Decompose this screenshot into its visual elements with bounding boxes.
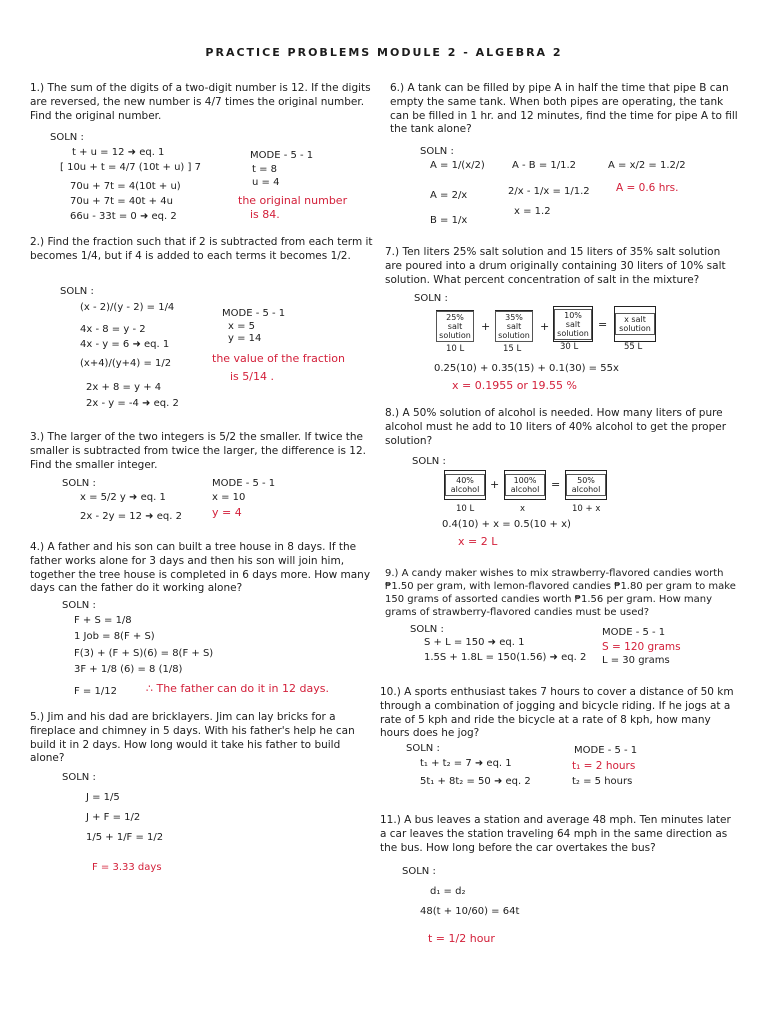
p1-mode: t = 8 — [252, 164, 278, 175]
problem-1-text: 1.) The sum of the digits of a two-digit number is 12. If the digits are reversed, the new number is 4/7 times the original number. Find the original number. — [30, 82, 371, 122]
soln-label: SOLN : — [62, 600, 96, 611]
problem-8-text: 8.) A 50% solution of alcohol is needed. How many liters of pure alcohol must he add to 10 liters of 40% alcohol to get the proper solution? — [385, 407, 727, 447]
mode-label: MODE - 5 - 1 — [222, 308, 286, 319]
soln-label: SOLN : — [50, 132, 84, 143]
p4-line: 3F + 1/8 (6) = 8 (1/8) — [74, 664, 183, 675]
box-label: 10% salt solution — [554, 309, 592, 340]
p8-answer: x = 2 L — [458, 535, 498, 548]
p10-line: 5t₁ + 8t₂ = 50 ➜ eq. 2 — [420, 776, 531, 787]
p2-answer: is 5/14 . — [230, 370, 274, 383]
plus-sign: + — [490, 478, 500, 491]
problem-9 — [385, 567, 740, 619]
problem-8 — [385, 407, 740, 448]
p9-mode: L = 30 grams — [602, 655, 670, 666]
p9-line: S + L = 150 ➜ eq. 1 — [424, 637, 525, 648]
p2-mode: x = 5 — [228, 321, 256, 332]
soln-label: SOLN : — [60, 286, 94, 297]
box-label: 40% alcohol — [445, 474, 485, 496]
p5-answer: F = 3.33 days — [92, 862, 162, 873]
p6-line: A = 2/x — [430, 190, 468, 201]
solution-box — [436, 310, 474, 342]
box-label: 50% alcohol — [566, 474, 606, 496]
soln-label: SOLN : — [410, 624, 444, 635]
problem-10-text: 10.) A sports enthusiast takes 7 hours to cover a distance of 50 km through a combination of jogging and bicycle riding. If he jogs at a rate of 5 kph and ride the bicycle at a rate of 8 kph, how many hours does he jog? — [380, 686, 734, 740]
p5-line: 1/5 + 1/F = 1/2 — [86, 832, 164, 843]
volume-label: 55 L — [624, 342, 643, 352]
volume-label: 30 L — [560, 342, 579, 352]
p2-line: 4x - 8 = y - 2 — [80, 324, 146, 335]
problem-4 — [30, 541, 375, 596]
problem-5-text: 5.) Jim and his dad are bricklayers. Jim can lay bricks for a fireplace and chimney in 5 days. With his father's help he can build it in 2 days. How long would it take his father to build alone? — [30, 711, 355, 765]
p1-line: [ 10u + t = 4/7 (10t + u) ] 7 — [60, 162, 201, 173]
p7-answer: x = 0.1955 or 19.55 % — [452, 379, 577, 392]
p1-mode: u = 4 — [252, 177, 280, 188]
p9-answer: S = 120 grams — [602, 641, 681, 653]
mode-label: MODE - 5 - 1 — [212, 478, 276, 489]
p1-line: 70u + 7t = 40t + 4u — [70, 196, 173, 207]
volume-label: 15 L — [503, 344, 522, 354]
solution-box — [495, 310, 533, 342]
p5-line: J = 1/5 — [86, 792, 120, 803]
p1-line: t + u = 12 ➜ eq. 1 — [72, 147, 165, 158]
p2-line: 2x - y = -4 ➜ eq. 2 — [86, 398, 179, 409]
p10-mode: t₂ = 5 hours — [572, 776, 633, 787]
volume-label: 10 L — [446, 344, 465, 354]
p5-line: J + F = 1/2 — [86, 812, 141, 823]
mode-label: MODE - 5 - 1 — [250, 150, 314, 161]
p9-line: 1.5S + 1.8L = 150(1.56) ➜ eq. 2 — [424, 652, 587, 663]
p6-line: A = 1/(x/2) — [430, 160, 485, 171]
plus-sign: + — [540, 320, 550, 333]
p2-line: 4x - y = 6 ➜ eq. 1 — [80, 339, 170, 350]
box-label: 25% salt solution — [436, 311, 474, 342]
volume-label: x — [520, 504, 526, 514]
p2-line: (x - 2)/(y - 2) = 1/4 — [80, 302, 175, 313]
p2-mode: y = 14 — [228, 333, 262, 344]
alcohol-box — [504, 470, 546, 500]
soln-label: SOLN : — [62, 478, 96, 489]
mode-label: MODE - 5 - 1 — [602, 627, 666, 638]
p1-answer: is 84. — [250, 208, 280, 221]
solution-box — [614, 306, 656, 342]
problem-11-text: 11.) A bus leaves a station and average 48 mph. Ten minutes later a car leaves the station traveling 64 mph in the same direction as the bus. How long before the car overtakes the bus? — [380, 814, 731, 854]
p10-line: t₁ + t₂ = 7 ➜ eq. 1 — [420, 758, 512, 769]
soln-label: SOLN : — [406, 743, 440, 754]
p11-line: d₁ = d₂ — [430, 886, 466, 897]
soln-label: SOLN : — [414, 293, 448, 304]
p10-answer: t₁ = 2 hours — [572, 760, 636, 772]
problem-2-text: 2.) Find the fraction such that if 2 is subtracted from each term it becomes 1/4, but if 4 is added to each terms it becomes 1/2. — [30, 236, 373, 262]
problem-9-text: 9.) A candy maker wishes to mix strawberry-flavored candies worth ₱1.50 per gram, with lemon-flavored candies ₱1.80 per gram to make 150 grams of assorted candies worth ₱1.56 per gram. How many grams of strawberry-flavored candies must be used? — [385, 568, 736, 618]
p8-equation: 0.4(10) + x = 0.5(10 + x) — [442, 519, 571, 530]
problem-5 — [30, 711, 360, 766]
p6-line: x = 1.2 — [514, 206, 551, 217]
alcohol-box — [444, 470, 486, 500]
equals-sign: = — [551, 478, 561, 491]
solution-box — [553, 306, 593, 342]
p1-answer: the original number — [238, 194, 348, 207]
p1-line: 70u + 7t = 4(10t + u) — [70, 181, 181, 192]
equals-sign: = — [598, 318, 608, 331]
p4-line: F(3) + (F + S)(6) = 8(F + S) — [74, 648, 214, 659]
p11-line: 48(t + 10/60) = 64t — [420, 906, 520, 917]
p4-answer: ∴ The father can do it in 12 days. — [146, 682, 329, 695]
plus-sign: + — [481, 320, 491, 333]
p3-answer: y = 4 — [212, 506, 242, 519]
soln-label: SOLN : — [420, 146, 454, 157]
soln-label: SOLN : — [402, 866, 436, 877]
p11-answer: t = 1/2 hour — [428, 932, 495, 945]
problem-6 — [390, 82, 740, 137]
problem-3 — [30, 431, 375, 472]
problem-3-text: 3.) The larger of the two integers is 5/2 the smaller. If twice the smaller is subtracted from twice the larger, the difference is 12. Find the smaller integer. — [30, 431, 366, 471]
mode-label: MODE - 5 - 1 — [574, 745, 638, 756]
p3-line: 2x - 2y = 12 ➜ eq. 2 — [80, 511, 182, 522]
problem-7 — [385, 246, 740, 287]
problem-11 — [380, 814, 740, 855]
problem-1 — [30, 82, 380, 123]
volume-label: 10 L — [456, 504, 475, 514]
alcohol-box — [565, 470, 607, 500]
p6-line: 2/x - 1/x = 1/1.2 — [508, 186, 590, 197]
p2-line: (x+4)/(y+4) = 1/2 — [80, 358, 172, 369]
problem-6-text: 6.) A tank can be filled by pipe A in half the time that pipe B can empty the same tank. When both pipes are operating, the tank can be filled in 1 hr. and 12 minutes, find the time for pipe A to fill the tank alone? — [390, 82, 738, 136]
problem-10 — [380, 686, 740, 741]
p4-line: F = 1/12 — [74, 686, 117, 697]
p7-equation: 0.25(10) + 0.35(15) + 0.1(30) = 55x — [434, 363, 619, 374]
p6-answer: A = 0.6 hrs. — [616, 182, 679, 194]
p1-line: 66u - 33t = 0 ➜ eq. 2 — [70, 211, 177, 222]
p3-mode: x = 10 — [212, 492, 246, 503]
volume-label: 10 + x — [572, 504, 601, 514]
box-label: x salt solution — [615, 313, 655, 335]
problem-7-text: 7.) Ten liters 25% salt solution and 15 liters of 35% salt solution are poured into a drum originally containing 30 liters of 10% salt solution. What percent concentration of salt in the mixture? — [385, 246, 726, 286]
p4-line: 1 Job = 8(F + S) — [74, 631, 155, 642]
problem-2 — [30, 236, 375, 264]
p3-line: x = 5/2 y ➜ eq. 1 — [80, 492, 166, 503]
p2-answer: the value of the fraction — [212, 352, 345, 365]
soln-label: SOLN : — [412, 456, 446, 467]
box-label: 100% alcohol — [505, 474, 545, 496]
p6-line: A = x/2 = 1.2/2 — [608, 160, 686, 171]
soln-label: SOLN : — [62, 772, 96, 783]
problem-4-text: 4.) A father and his son can built a tree house in 8 days. If the father works alone for 3 days and then his son will join him, together the tree house is completed in 6 days more. How many days can the father do it working alone? — [30, 541, 371, 595]
p4-line: F + S = 1/8 — [74, 615, 132, 626]
p6-line: A - B = 1/1.2 — [512, 160, 577, 171]
page-title: PRACTICE PROBLEMS MODULE 2 - ALGEBRA 2 — [205, 46, 563, 59]
box-label: 35% salt solution — [495, 311, 533, 342]
p6-line: B = 1/x — [430, 215, 468, 226]
p2-line: 2x + 8 = y + 4 — [86, 382, 162, 393]
